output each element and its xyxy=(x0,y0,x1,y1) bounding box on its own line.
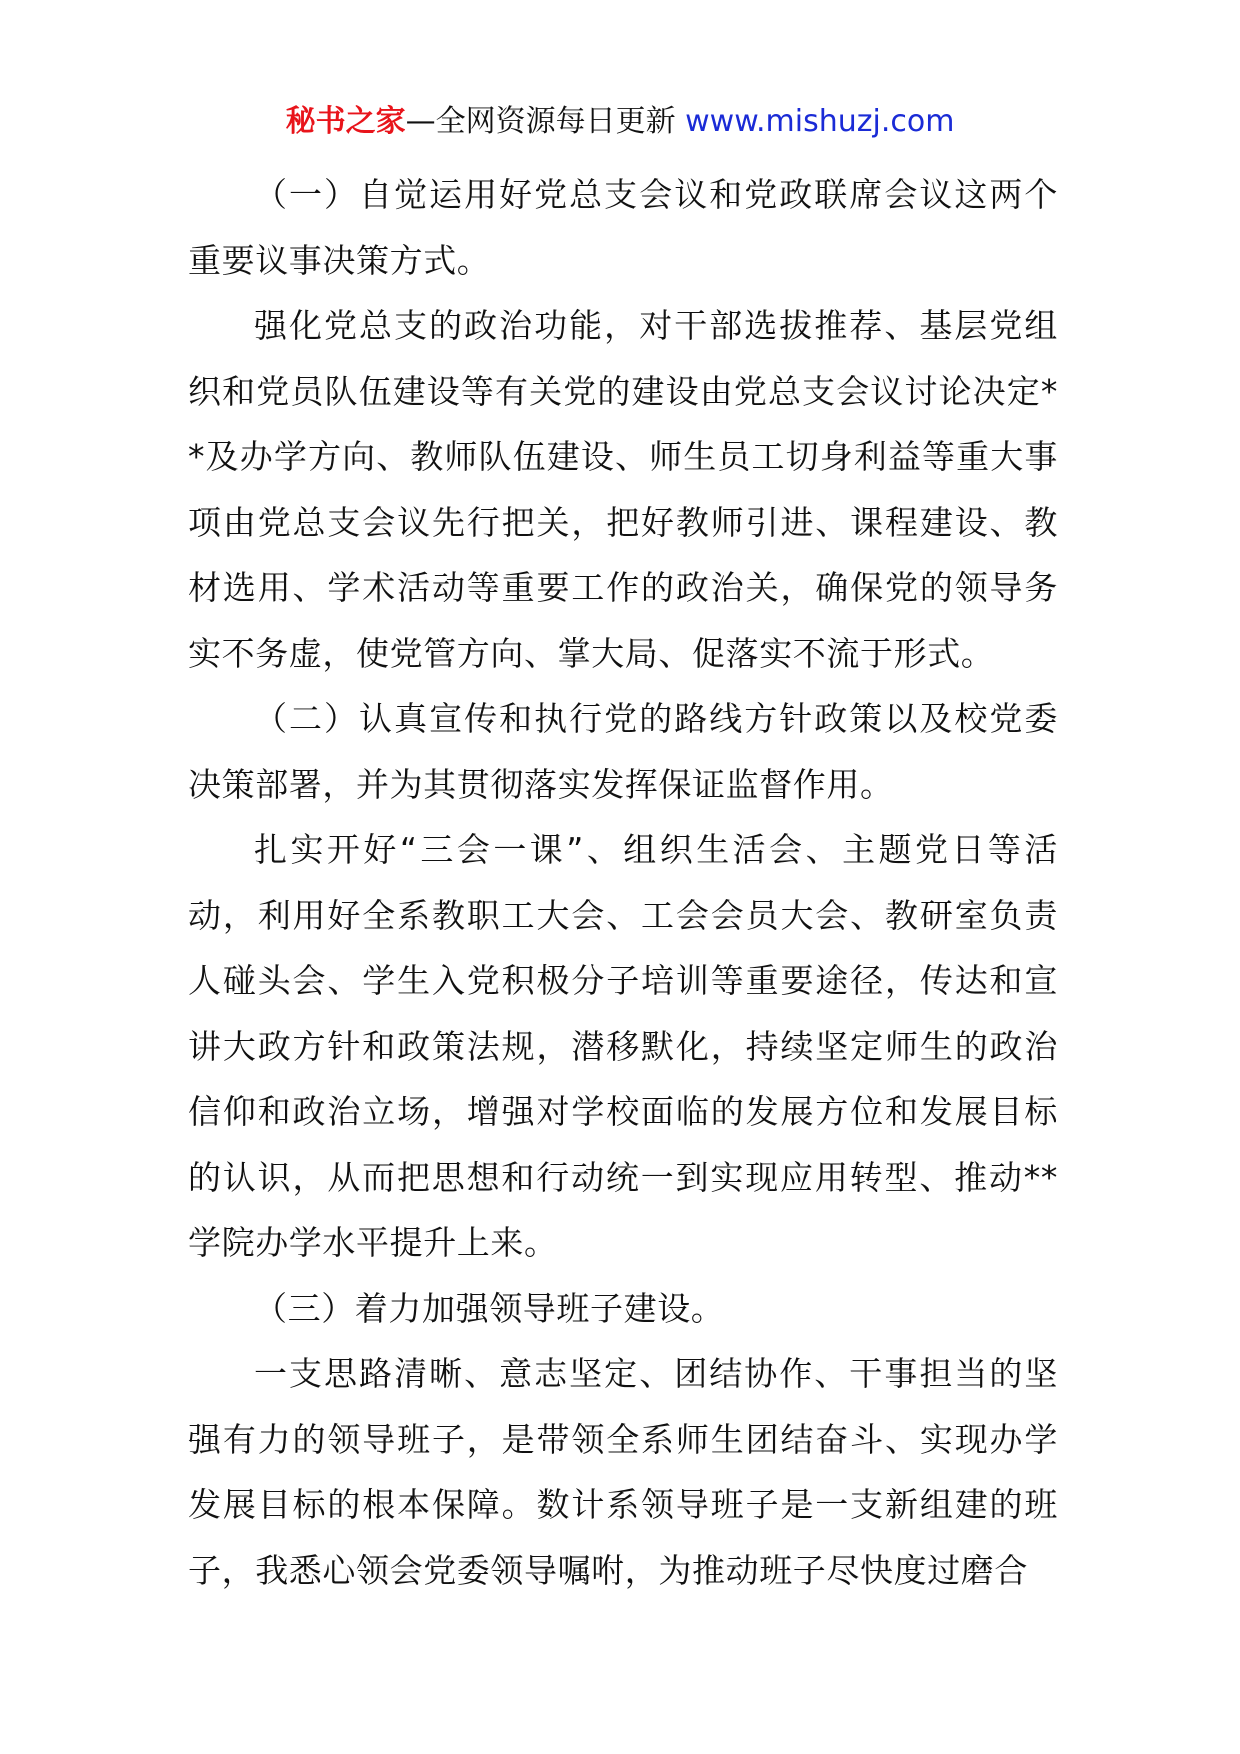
document-body xyxy=(188,162,1058,1603)
section-heading-3: （三）着力加强领导班子建设。 xyxy=(254,1288,725,1328)
section-heading-1: （一）自觉运用好党总支会议和党政联席会议这两个重要议事决策方式。 xyxy=(188,175,1058,280)
body-paragraph-1: 强化党总支的政治功能，对干部选拔推荐、基层党组织和党员队伍建设等有关党的建设由党总支会议讨论决定**及办学方向、教师队伍建设、师生员工切身利益等重大事项由党总支会议先行把关，把好教师引进、课程建设、教材选用、学术活动等重要工作的政治关，确保党的领导务实不务虚，使党管方向、掌大局、促落实不流于形式。 xyxy=(188,306,1058,673)
site-url[interactable]: www.mishuzj.com xyxy=(685,104,955,139)
body-paragraph-3: 一支思路清晰、意志坚定、团结协作、干事担当的坚强有力的领导班子，是带领全系师生团结奋斗、实现办学发展目标的根本保障。数计系领导班子是一支新组建的班子，我悉心领会党委领导嘱咐，为推动班子尽快度过磨合 xyxy=(188,1354,1058,1590)
site-tagline: —全网资源每日更新 xyxy=(405,104,686,139)
body-paragraph-2: 扎实开好“三会一课”、组织生活会、主题党日等活动，利用好全系教职工大会、工会会员大会、教研室负责人碰头会、学生入党积极分子培训等重要途径，传达和宣讲大政方针和政策法规，潜移默化，持续坚定师生的政治信仰和政治立场，增强对学校面临的发展方位和发展目标的认识，从而把思想和行动统一到实现应用转型、推动**学院办学水平提升上来。 xyxy=(188,830,1058,1262)
site-header xyxy=(0,102,1240,142)
site-brand: 秘书之家 xyxy=(285,104,406,139)
section-heading-2: （二）认真宣传和执行党的路线方针政策以及校党委决策部署，并为其贯彻落实发挥保证监督作用。 xyxy=(188,699,1058,804)
